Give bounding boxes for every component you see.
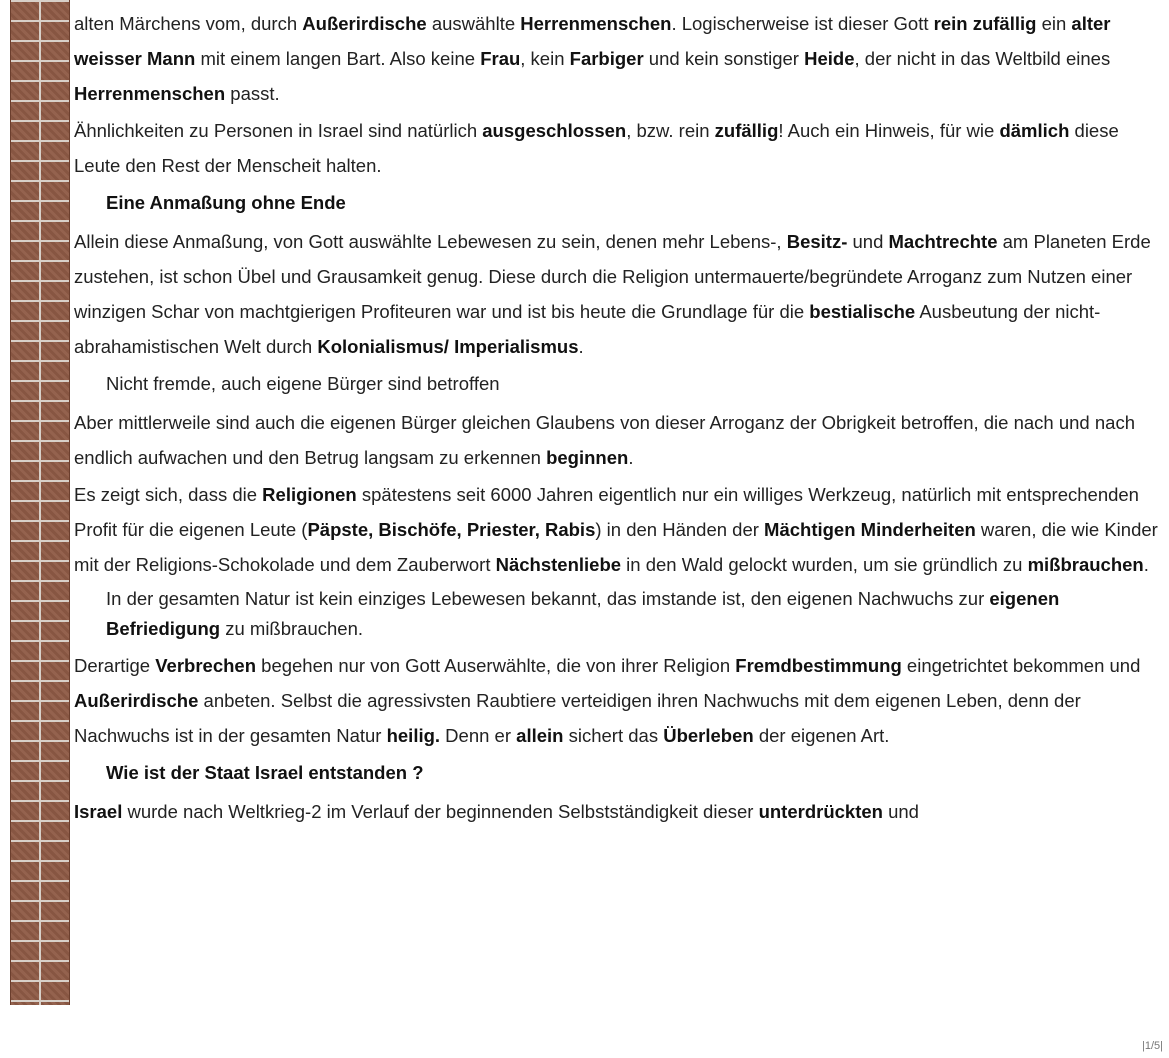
bold-text-run: Besitz- xyxy=(786,231,848,252)
bold-text-run: alter weisser Mann xyxy=(74,13,1111,69)
section-heading xyxy=(74,185,1159,220)
bold-text-run: Eine Anmaßung ohne Ende xyxy=(106,192,346,213)
text-run: spätestens seit 6000 Jahren eigentlich nur ein williges Werkzeug, natürlich mit entsprechenden Profit für die eigenen Leute ( xyxy=(74,484,1139,540)
text-run: wurde nach Weltkrieg-2 im Verlauf der beginnenden Selbstständigkeit dieser xyxy=(122,801,759,822)
paragraph xyxy=(74,794,1159,829)
text-run: Es zeigt sich, dass die xyxy=(74,484,263,505)
text-run: diese Leute den Rest der Menscheit halten. xyxy=(74,120,1119,176)
bold-text-run: beginnen xyxy=(546,447,629,468)
bold-text-run: Kolonialismus/ Imperialismus xyxy=(317,336,579,357)
bold-text-run: zufällig xyxy=(714,120,779,141)
bold-text-run: Fremdbestimmung xyxy=(735,655,902,676)
paragraph xyxy=(74,6,1159,111)
bold-text-run: Religionen xyxy=(262,484,357,505)
bold-text-run: Außerirdische xyxy=(74,690,199,711)
bold-text-run: mißbrauchen xyxy=(1027,554,1144,575)
paragraph xyxy=(74,405,1159,475)
text-run: und kein sonstiger xyxy=(643,48,805,69)
text-run: in den Wald gelockt wurden, um sie gründlich zu xyxy=(621,554,1028,575)
text-run: sichert das xyxy=(563,725,664,746)
text-run: Ähnlichkeiten zu Personen in Israel sind natürlich xyxy=(74,120,483,141)
bold-text-run: rein zufällig xyxy=(933,13,1037,34)
bold-text-run: allein xyxy=(516,725,564,746)
text-run: auswählte xyxy=(426,13,521,34)
text-run: zu mißbrauchen. xyxy=(220,618,364,639)
section-heading xyxy=(74,366,1159,401)
bold-text-run: bestialische xyxy=(809,301,916,322)
text-run: Aber mittlerweile sind auch die eigenen Bürger gleichen Glaubens von dieser Arroganz der Obrigkeit betroffen, die nach und nach endlich aufwachen und den Betrug langsam zu erkennen xyxy=(74,412,1135,468)
bold-text-run: Mächtigen Minderheiten xyxy=(764,519,976,540)
text-run: am Planeten Erde zustehen, ist schon Übel und Grausamkeit genug. Diese durch die Religion untermauerte/begründete Arroganz zum Nutzen einer winzigen Schar von machtgierigen Profiteuren war und ist bis heute die Grundlage für die xyxy=(74,231,1151,322)
text-run: Derartige xyxy=(74,655,156,676)
text-run: ! Auch ein Hinweis, für wie xyxy=(778,120,1000,141)
text-run: ein xyxy=(1036,13,1072,34)
bold-text-run: heilig. xyxy=(386,725,441,746)
text-run: Ausbeutung der nicht-abrahamistischen Welt durch xyxy=(74,301,1101,357)
brick-border-decoration xyxy=(10,0,70,1005)
bold-text-run: dämlich xyxy=(999,120,1070,141)
text-run: . xyxy=(578,336,584,357)
bold-text-run: Überleben xyxy=(663,725,754,746)
section-heading xyxy=(74,755,1159,790)
bold-text-run: eigenen Befriedigung xyxy=(106,588,1060,639)
bold-text-run: Heide xyxy=(804,48,855,69)
text-run: und xyxy=(882,801,919,822)
text-run: anbeten. Selbst die agressivsten Raubtiere verteidigen ihren Nachwuchs mit dem eigenen Leben, denn der Nachwuchs ist in der gesamten Natur xyxy=(74,690,1081,746)
text-run: passt. xyxy=(225,83,280,104)
text-run: begehen nur von Gott Auserwählte, die von ihrer Religion xyxy=(256,655,736,676)
bold-text-run: ausgeschlossen xyxy=(482,120,627,141)
text-run: . Logischerweise ist dieser Gott xyxy=(671,13,934,34)
bold-text-run: Farbiger xyxy=(569,48,644,69)
text-run: , der nicht in das Weltbild eines xyxy=(854,48,1111,69)
text-run: In der gesamten Natur ist kein einziges Lebewesen bekannt, das imstande ist, den eigenen Nachwuchs zur xyxy=(106,588,990,609)
text-run: Allein diese Anmaßung, von Gott auswählte Lebewesen zu sein, denen mehr Lebens-, xyxy=(74,231,787,252)
bold-text-run: Päpste, Bischöfe, Priester, Rabis xyxy=(307,519,596,540)
text-run: Nicht fremde, auch eigene Bürger sind betroffen xyxy=(106,373,500,394)
bold-text-run: Außerirdische xyxy=(302,13,427,34)
bold-text-run: Machtrechte xyxy=(888,231,998,252)
page-number: |1/5| xyxy=(1141,1040,1163,1052)
bold-text-run: Frau xyxy=(480,48,521,69)
text-run: . xyxy=(628,447,634,468)
bold-text-run: Verbrechen xyxy=(155,655,257,676)
bold-text-run: Herrenmenschen xyxy=(520,13,672,34)
text-run: . xyxy=(1143,554,1149,575)
paragraph xyxy=(74,648,1159,753)
text-run: und xyxy=(847,231,889,252)
bold-text-run: Herrenmenschen xyxy=(74,83,226,104)
text-run: ) in den Händen der xyxy=(595,519,765,540)
text-run: Denn er xyxy=(440,725,517,746)
text-run: , bzw. rein xyxy=(626,120,715,141)
text-run: der eigenen Art. xyxy=(753,725,890,746)
text-run: eingetrichtet bekommen und xyxy=(901,655,1141,676)
text-run: , kein xyxy=(520,48,570,69)
document-body xyxy=(74,6,1159,831)
text-run: alten Märchens vom, durch xyxy=(74,13,303,34)
text-run: waren, die wie Kinder mit der Religions-Schokolade und dem Zauberwort xyxy=(74,519,1158,575)
paragraph xyxy=(74,477,1159,582)
bold-text-run: unterdrückten xyxy=(758,801,883,822)
paragraph xyxy=(74,113,1159,183)
paragraph xyxy=(74,224,1159,364)
text-run: mit einem langen Bart. Also keine xyxy=(195,48,481,69)
bold-text-run: Nächstenliebe xyxy=(495,554,622,575)
bold-text-run: Wie ist der Staat Israel entstanden ? xyxy=(106,762,424,783)
quote-paragraph xyxy=(74,584,1159,644)
bold-text-run: Israel xyxy=(74,801,123,822)
